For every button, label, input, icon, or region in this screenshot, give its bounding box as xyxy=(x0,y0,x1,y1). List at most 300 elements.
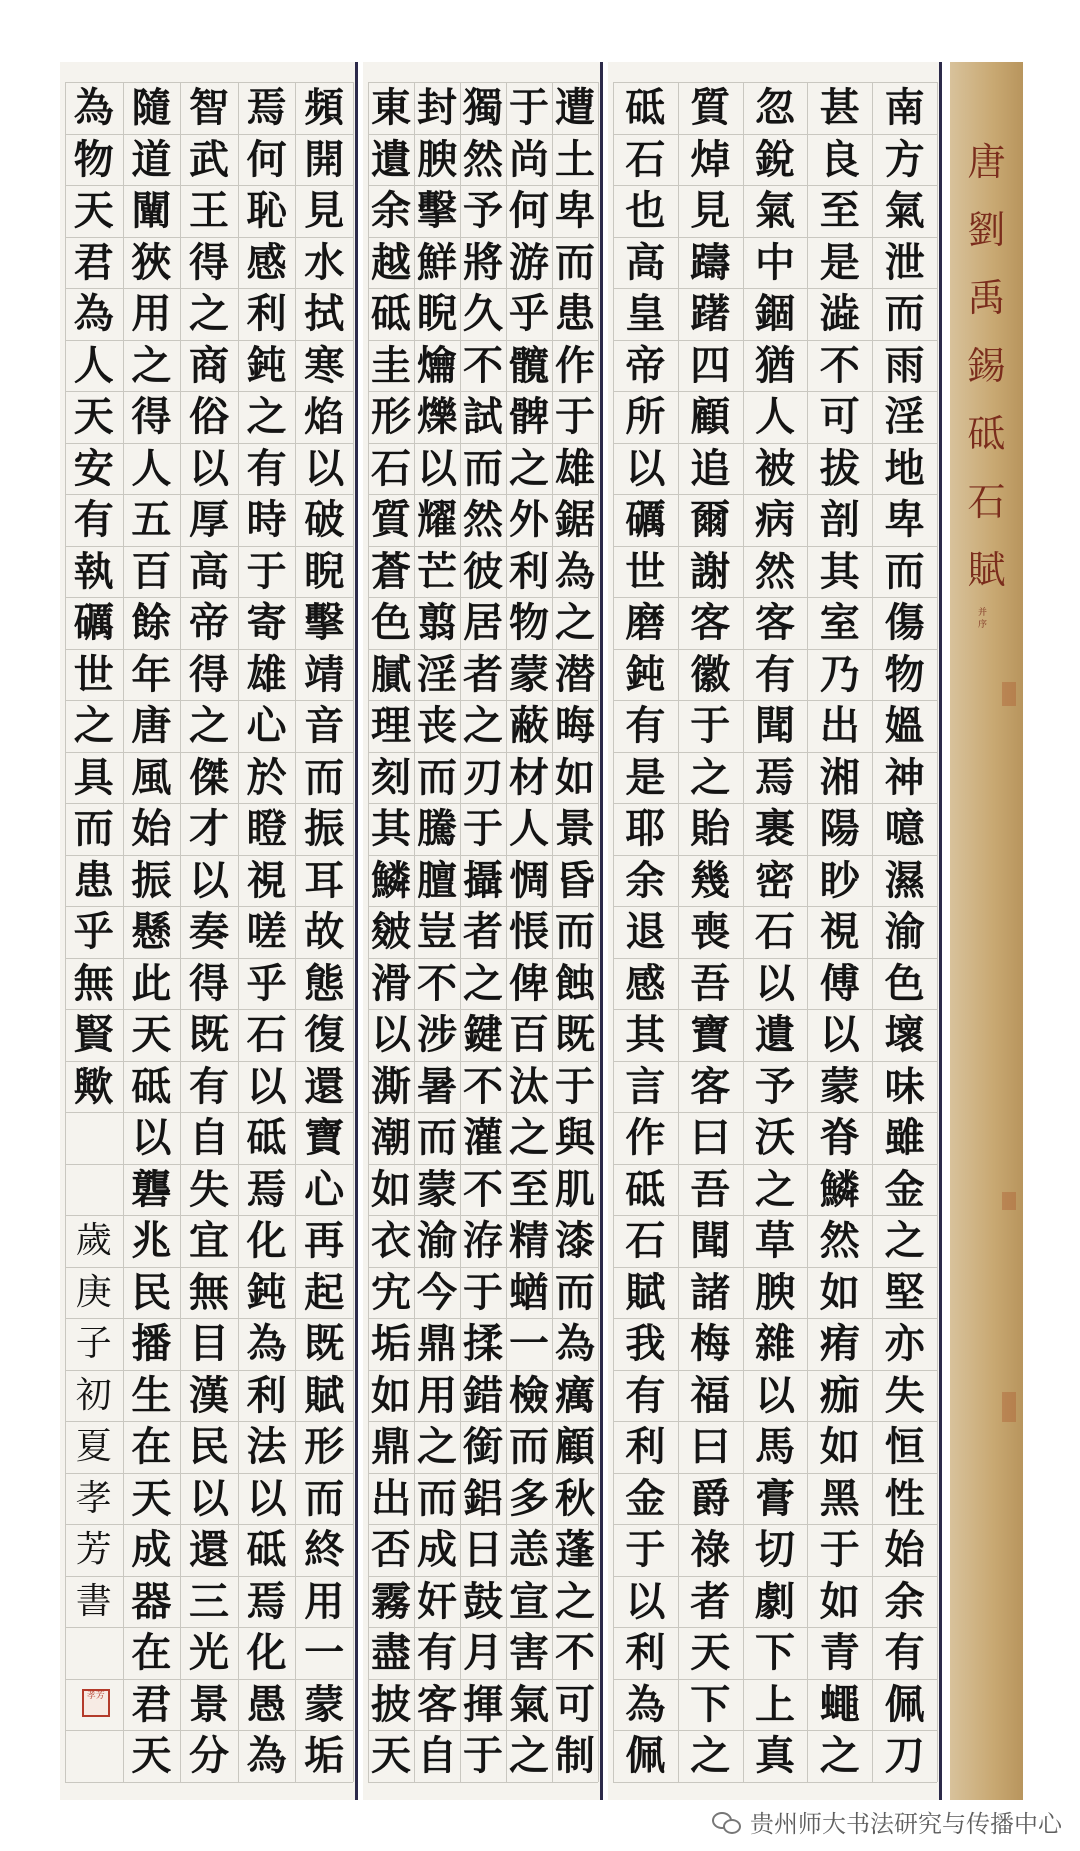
glyph: 利 xyxy=(246,290,287,337)
glyph: 客 xyxy=(690,599,731,646)
glyph: 焰 xyxy=(304,393,345,440)
glyph: 見 xyxy=(690,187,731,234)
glyph: 法 xyxy=(246,1423,287,1470)
glyph: 忽 xyxy=(755,84,795,131)
glyph: 用 xyxy=(417,1371,457,1419)
glyph: 吾 xyxy=(690,1165,731,1213)
glyph: 中 xyxy=(755,238,795,286)
grid-line xyxy=(65,1267,353,1268)
glyph: 馬 xyxy=(755,1423,795,1470)
glyph: 澁 xyxy=(819,290,860,337)
grid-line xyxy=(613,700,937,701)
title-glyph: 錫 xyxy=(967,344,1006,388)
grid-line xyxy=(65,134,353,135)
glyph: 世 xyxy=(73,650,114,698)
glyph: 才 xyxy=(189,805,229,852)
grid-line xyxy=(368,1318,598,1319)
grid-line xyxy=(65,597,353,598)
glyph: 天 xyxy=(73,393,114,440)
grid-line xyxy=(368,1267,598,1268)
glyph: 之 xyxy=(417,1423,457,1470)
grid-line xyxy=(65,1009,353,1010)
glyph: 有 xyxy=(625,1371,666,1419)
grid-line xyxy=(65,1524,353,1525)
glyph: 商 xyxy=(189,341,229,389)
glyph: 宣 xyxy=(509,1577,549,1625)
glyph: 以 xyxy=(625,1577,666,1625)
glyph: 三 xyxy=(189,1577,229,1625)
glyph: 砥 xyxy=(131,1062,172,1110)
glyph: 痂 xyxy=(819,1371,860,1419)
glyph: 在 xyxy=(131,1423,172,1470)
glyph: 頻 xyxy=(304,84,345,131)
glyph: 色 xyxy=(371,599,411,646)
glyph: 也 xyxy=(625,187,666,234)
grid-line xyxy=(65,237,353,238)
glyph: 昏 xyxy=(555,856,595,904)
glyph: 而 xyxy=(555,238,595,286)
glyph: 天 xyxy=(371,1732,411,1779)
glyph: 曰 xyxy=(690,1114,731,1161)
glyph: 東 xyxy=(371,84,411,131)
glyph: 淫 xyxy=(417,650,457,698)
grid-line xyxy=(65,494,353,495)
glyph: 福 xyxy=(690,1371,731,1419)
glyph: 以 xyxy=(755,959,795,1007)
grid-line xyxy=(613,288,937,289)
glyph: 睨 xyxy=(417,290,457,337)
glyph: 智 xyxy=(189,84,229,131)
glyph: 皴 xyxy=(371,908,411,955)
glyph: 道 xyxy=(131,135,172,183)
glyph: 隨 xyxy=(131,84,172,131)
grid-line xyxy=(368,1730,598,1731)
glyph: 懸 xyxy=(131,908,172,955)
glyph: 膩 xyxy=(371,650,411,698)
glyph: 再 xyxy=(304,1217,345,1264)
grid-line xyxy=(613,649,937,650)
glyph: 剖 xyxy=(819,496,860,543)
glyph: 分 xyxy=(189,1732,229,1779)
glyph: 何 xyxy=(246,135,287,183)
glyph: 破 xyxy=(304,496,345,543)
glyph: 色 xyxy=(884,959,925,1007)
glyph: 今 xyxy=(417,1268,457,1316)
glyph: 室 xyxy=(819,599,860,646)
glyph: 雖 xyxy=(884,1114,925,1161)
glyph: 石 xyxy=(371,444,411,492)
glyph: 佩 xyxy=(884,1680,925,1728)
glyph: 為 xyxy=(555,547,595,595)
grid-line xyxy=(65,1215,353,1216)
glyph: 噫 xyxy=(884,805,925,852)
glyph: 心 xyxy=(246,702,287,749)
glyph: 刃 xyxy=(463,753,503,801)
glyph: 晦 xyxy=(555,702,595,749)
glyph: 高 xyxy=(189,547,229,595)
panel-left xyxy=(60,62,358,1800)
glyph: 為 xyxy=(246,1732,287,1779)
grid-line xyxy=(368,546,598,547)
title-glyph: 砥 xyxy=(967,412,1006,456)
glyph: 於 xyxy=(246,753,287,801)
glyph: 形 xyxy=(371,393,411,440)
glyph: 焉 xyxy=(246,1577,287,1625)
title-glyph: 劉 xyxy=(967,208,1006,252)
glyph: 景 xyxy=(189,1680,229,1728)
glyph: 賦 xyxy=(304,1371,345,1419)
glyph: 卑 xyxy=(555,187,595,234)
glyph: 我 xyxy=(625,1320,666,1367)
grid-line xyxy=(368,597,598,598)
grid-line xyxy=(613,1061,937,1062)
glyph: 形 xyxy=(304,1423,345,1470)
glyph: 潮 xyxy=(371,1114,411,1161)
glyph: 如 xyxy=(819,1577,860,1625)
glyph: 青 xyxy=(819,1629,860,1676)
glyph: 兆 xyxy=(131,1217,172,1264)
glyph: 起 xyxy=(304,1268,345,1316)
glyph: 于 xyxy=(463,1268,503,1316)
glyph: 鋸 xyxy=(555,496,595,543)
glyph: 之 xyxy=(690,1732,731,1779)
glyph: 下 xyxy=(690,1680,731,1728)
glyph: 百 xyxy=(131,547,172,595)
signature-glyph: 書 xyxy=(75,1580,112,1622)
glyph: 金 xyxy=(625,1474,666,1522)
glyph: 盡 xyxy=(371,1629,411,1676)
glyph: 日 xyxy=(463,1526,503,1573)
panel-right xyxy=(608,62,942,1800)
grid-line xyxy=(678,82,679,1782)
glyph: 言 xyxy=(625,1062,666,1110)
glyph: 遭 xyxy=(555,84,595,131)
glyph: 如 xyxy=(819,1268,860,1316)
glyph: 于 xyxy=(509,84,549,131)
glyph: 用 xyxy=(131,290,172,337)
glyph: 蝕 xyxy=(555,959,595,1007)
glyph: 然 xyxy=(755,547,795,595)
glyph: 銜 xyxy=(463,1423,503,1470)
glyph: 利 xyxy=(625,1629,666,1676)
glyph: 以 xyxy=(417,444,457,492)
glyph: 人 xyxy=(73,341,114,389)
title-glyph: 唐 xyxy=(967,140,1006,184)
glyph: 甚 xyxy=(819,84,860,131)
glyph: 之 xyxy=(555,1577,595,1625)
grid-line xyxy=(368,906,598,907)
glyph: 砥 xyxy=(246,1114,287,1161)
glyph: 皇 xyxy=(625,290,666,337)
glyph: 一 xyxy=(304,1629,345,1676)
glyph: 氣 xyxy=(884,187,925,234)
glyph: 目 xyxy=(189,1320,229,1367)
grid-line xyxy=(613,546,937,547)
glyph: 傑 xyxy=(189,753,229,801)
glyph: 此 xyxy=(131,959,172,1007)
glyph: 播 xyxy=(131,1320,172,1367)
glyph: 于 xyxy=(463,1732,503,1779)
glyph: 者 xyxy=(690,1577,731,1625)
glyph: 獨 xyxy=(463,84,503,131)
glyph: 腴 xyxy=(417,135,457,183)
glyph: 君 xyxy=(73,238,114,286)
glyph: 披 xyxy=(371,1680,411,1728)
glyph: 化 xyxy=(246,1217,287,1264)
grid-line xyxy=(613,82,937,83)
glyph: 垢 xyxy=(304,1732,345,1779)
glyph: 草 xyxy=(755,1217,795,1264)
glyph: 乎 xyxy=(73,908,114,955)
glyph: 不 xyxy=(555,1629,595,1676)
glyph: 至 xyxy=(819,187,860,234)
glyph: 俾 xyxy=(509,959,549,1007)
glyph: 視 xyxy=(246,856,287,904)
glyph: 而 xyxy=(304,753,345,801)
glyph: 而 xyxy=(509,1423,549,1470)
glyph: 天 xyxy=(690,1629,731,1676)
glyph: 汰 xyxy=(509,1062,549,1110)
title-glyph: 石 xyxy=(967,480,1006,524)
grid-line xyxy=(180,82,181,1782)
glyph: 四 xyxy=(690,341,731,389)
glyph: 寶 xyxy=(690,1011,731,1058)
glyph: 腴 xyxy=(755,1268,795,1316)
grid-line xyxy=(65,803,353,804)
glyph: 蒙 xyxy=(819,1062,860,1110)
glyph: 為 xyxy=(73,84,114,131)
glyph: 天 xyxy=(131,1011,172,1058)
glyph: 于 xyxy=(246,547,287,595)
glyph: 恙 xyxy=(509,1526,549,1573)
glyph: 謝 xyxy=(690,547,731,595)
glyph: 礪 xyxy=(625,496,666,543)
glyph: 為 xyxy=(73,290,114,337)
glyph: 之 xyxy=(246,393,287,440)
grid-line xyxy=(368,1576,598,1577)
grid-line xyxy=(368,649,598,650)
grid-line xyxy=(613,391,937,392)
glyph: 具 xyxy=(73,753,114,801)
glyph: 秋 xyxy=(555,1474,595,1522)
glyph: 良 xyxy=(819,135,860,183)
glyph: 風 xyxy=(131,753,172,801)
grid-line xyxy=(613,1318,937,1319)
glyph: 所 xyxy=(625,393,666,440)
glyph: 餘 xyxy=(131,599,172,646)
glyph: 寄 xyxy=(246,599,287,646)
glyph: 梅 xyxy=(690,1320,731,1367)
glyph: 耳 xyxy=(304,856,345,904)
glyph: 鱗 xyxy=(371,856,411,904)
glyph: 癘 xyxy=(555,1371,595,1419)
glyph: 髀 xyxy=(509,393,549,440)
grid-line xyxy=(65,700,353,701)
glyph: 傷 xyxy=(884,599,925,646)
glyph: 可 xyxy=(555,1680,595,1728)
glyph: 得 xyxy=(189,959,229,1007)
grid-line xyxy=(613,906,937,907)
signature-glyph: 孝 xyxy=(75,1477,112,1519)
glyph: 顧 xyxy=(690,393,731,440)
glyph: 傅 xyxy=(819,959,860,1007)
glyph: 之 xyxy=(73,702,114,749)
wechat-icon xyxy=(712,1810,742,1834)
glyph: 宄 xyxy=(371,1268,411,1316)
glyph: 振 xyxy=(131,856,172,904)
glyph: 擊 xyxy=(417,187,457,234)
glyph: 味 xyxy=(884,1062,925,1110)
grid-line xyxy=(613,82,614,1782)
glyph: 焉 xyxy=(755,753,795,801)
glyph: 而 xyxy=(417,753,457,801)
glyph: 翦 xyxy=(417,599,457,646)
grid-line xyxy=(368,1679,598,1680)
grid-line xyxy=(613,443,937,444)
glyph: 以 xyxy=(189,1474,229,1522)
calligraphy-artwork xyxy=(60,62,1023,1800)
glyph: 高 xyxy=(625,238,666,286)
glyph: 神 xyxy=(884,753,925,801)
glyph: 有 xyxy=(73,496,114,543)
glyph: 居 xyxy=(463,599,503,646)
glyph: 至 xyxy=(509,1165,549,1213)
glyph: 有 xyxy=(755,650,795,698)
grid-line xyxy=(368,82,598,83)
glyph: 故 xyxy=(304,908,345,955)
panel-border xyxy=(939,62,942,1800)
glyph: 貽 xyxy=(690,805,731,852)
glyph: 之 xyxy=(463,959,503,1007)
glyph: 以 xyxy=(246,1062,287,1110)
glyph: 如 xyxy=(371,1371,411,1419)
glyph: 安 xyxy=(73,444,114,492)
glyph: 無 xyxy=(73,959,114,1007)
glyph: 光 xyxy=(189,1629,229,1676)
glyph: 脊 xyxy=(819,1114,860,1161)
glyph: 耀 xyxy=(417,496,457,543)
glyph: 而 xyxy=(463,444,503,492)
glyph: 諸 xyxy=(690,1268,731,1316)
glyph: 人 xyxy=(755,393,795,440)
glyph: 之 xyxy=(509,444,549,492)
glyph: 封 xyxy=(417,84,457,131)
title-strip xyxy=(950,62,1023,1800)
glyph: 地 xyxy=(884,444,925,492)
glyph: 久 xyxy=(463,290,503,337)
glyph: 卑 xyxy=(884,496,925,543)
glyph: 水 xyxy=(304,238,345,286)
glyph: 態 xyxy=(304,959,345,1007)
glyph: 砥 xyxy=(246,1526,287,1573)
glyph: 鈍 xyxy=(246,341,287,389)
glyph: 垢 xyxy=(371,1320,411,1367)
glyph: 之 xyxy=(690,753,731,801)
glyph: 方 xyxy=(884,135,925,183)
glyph: 帝 xyxy=(625,341,666,389)
glyph: 于 xyxy=(463,805,503,852)
glyph: 乃 xyxy=(819,650,860,698)
glyph: 不 xyxy=(463,1165,503,1213)
glyph: 磨 xyxy=(625,599,666,646)
glyph: 以 xyxy=(131,1114,172,1161)
glyph: 灌 xyxy=(463,1114,503,1161)
glyph: 歟 xyxy=(73,1062,114,1110)
glyph: 真 xyxy=(755,1732,795,1779)
glyph: 壞 xyxy=(884,1011,925,1058)
glyph: 涉 xyxy=(417,1011,457,1058)
glyph: 心 xyxy=(304,1165,345,1213)
glyph: 年 xyxy=(131,650,172,698)
glyph: 乎 xyxy=(246,959,287,1007)
panel-middle xyxy=(363,62,603,1800)
glyph: 余 xyxy=(884,1577,925,1625)
grid-line xyxy=(613,185,937,186)
grid-line xyxy=(743,82,744,1782)
glyph: 芒 xyxy=(417,547,457,595)
signature-glyph: 歲 xyxy=(75,1220,112,1261)
grid-line xyxy=(368,1524,598,1525)
grid-line xyxy=(65,82,353,83)
grid-line xyxy=(368,958,598,959)
glyph: 之 xyxy=(884,1217,925,1264)
glyph: 厚 xyxy=(189,496,229,543)
glyph: 洊 xyxy=(463,1217,503,1264)
glyph: 之 xyxy=(189,290,229,337)
glyph: 物 xyxy=(509,599,549,646)
grid-line xyxy=(368,1112,598,1113)
glyph: 恒 xyxy=(884,1423,925,1470)
glyph: 錯 xyxy=(463,1371,503,1419)
glyph: 顧 xyxy=(555,1423,595,1470)
glyph: 渝 xyxy=(884,908,925,955)
glyph: 沃 xyxy=(755,1114,795,1161)
glyph: 暑 xyxy=(417,1062,457,1110)
glyph: 天 xyxy=(131,1474,172,1522)
glyph: 躊 xyxy=(690,238,731,286)
glyph: 不 xyxy=(819,341,860,389)
glyph: 爾 xyxy=(690,496,731,543)
grid-line xyxy=(368,237,598,238)
glyph: 蔽 xyxy=(509,702,549,749)
grid-line xyxy=(65,958,353,959)
glyph: 奏 xyxy=(189,908,229,955)
grid-line xyxy=(368,1421,598,1422)
grid-line xyxy=(872,82,873,1782)
title-glyph: 禹 xyxy=(967,276,1006,320)
grid-line xyxy=(65,288,353,289)
signature-glyph: 子 xyxy=(75,1323,112,1364)
grid-line xyxy=(368,391,598,392)
glyph: 錮 xyxy=(755,290,795,337)
glyph: 然 xyxy=(819,1217,860,1264)
grid-line xyxy=(65,1679,353,1680)
grid-line xyxy=(65,1576,353,1577)
glyph: 下 xyxy=(755,1629,795,1676)
glyph: 與 xyxy=(555,1114,595,1161)
glyph: 爍 xyxy=(417,393,457,440)
glyph: 成 xyxy=(417,1526,457,1573)
glyph: 爚 xyxy=(417,341,457,389)
signature-glyph: 庚 xyxy=(75,1271,112,1313)
glyph: 丧 xyxy=(417,702,457,749)
glyph: 刀 xyxy=(884,1732,925,1779)
glyph: 材 xyxy=(509,753,549,801)
panel-border xyxy=(600,62,603,1800)
glyph: 痏 xyxy=(819,1320,860,1367)
grid-line xyxy=(613,494,937,495)
glyph: 切 xyxy=(755,1526,795,1573)
